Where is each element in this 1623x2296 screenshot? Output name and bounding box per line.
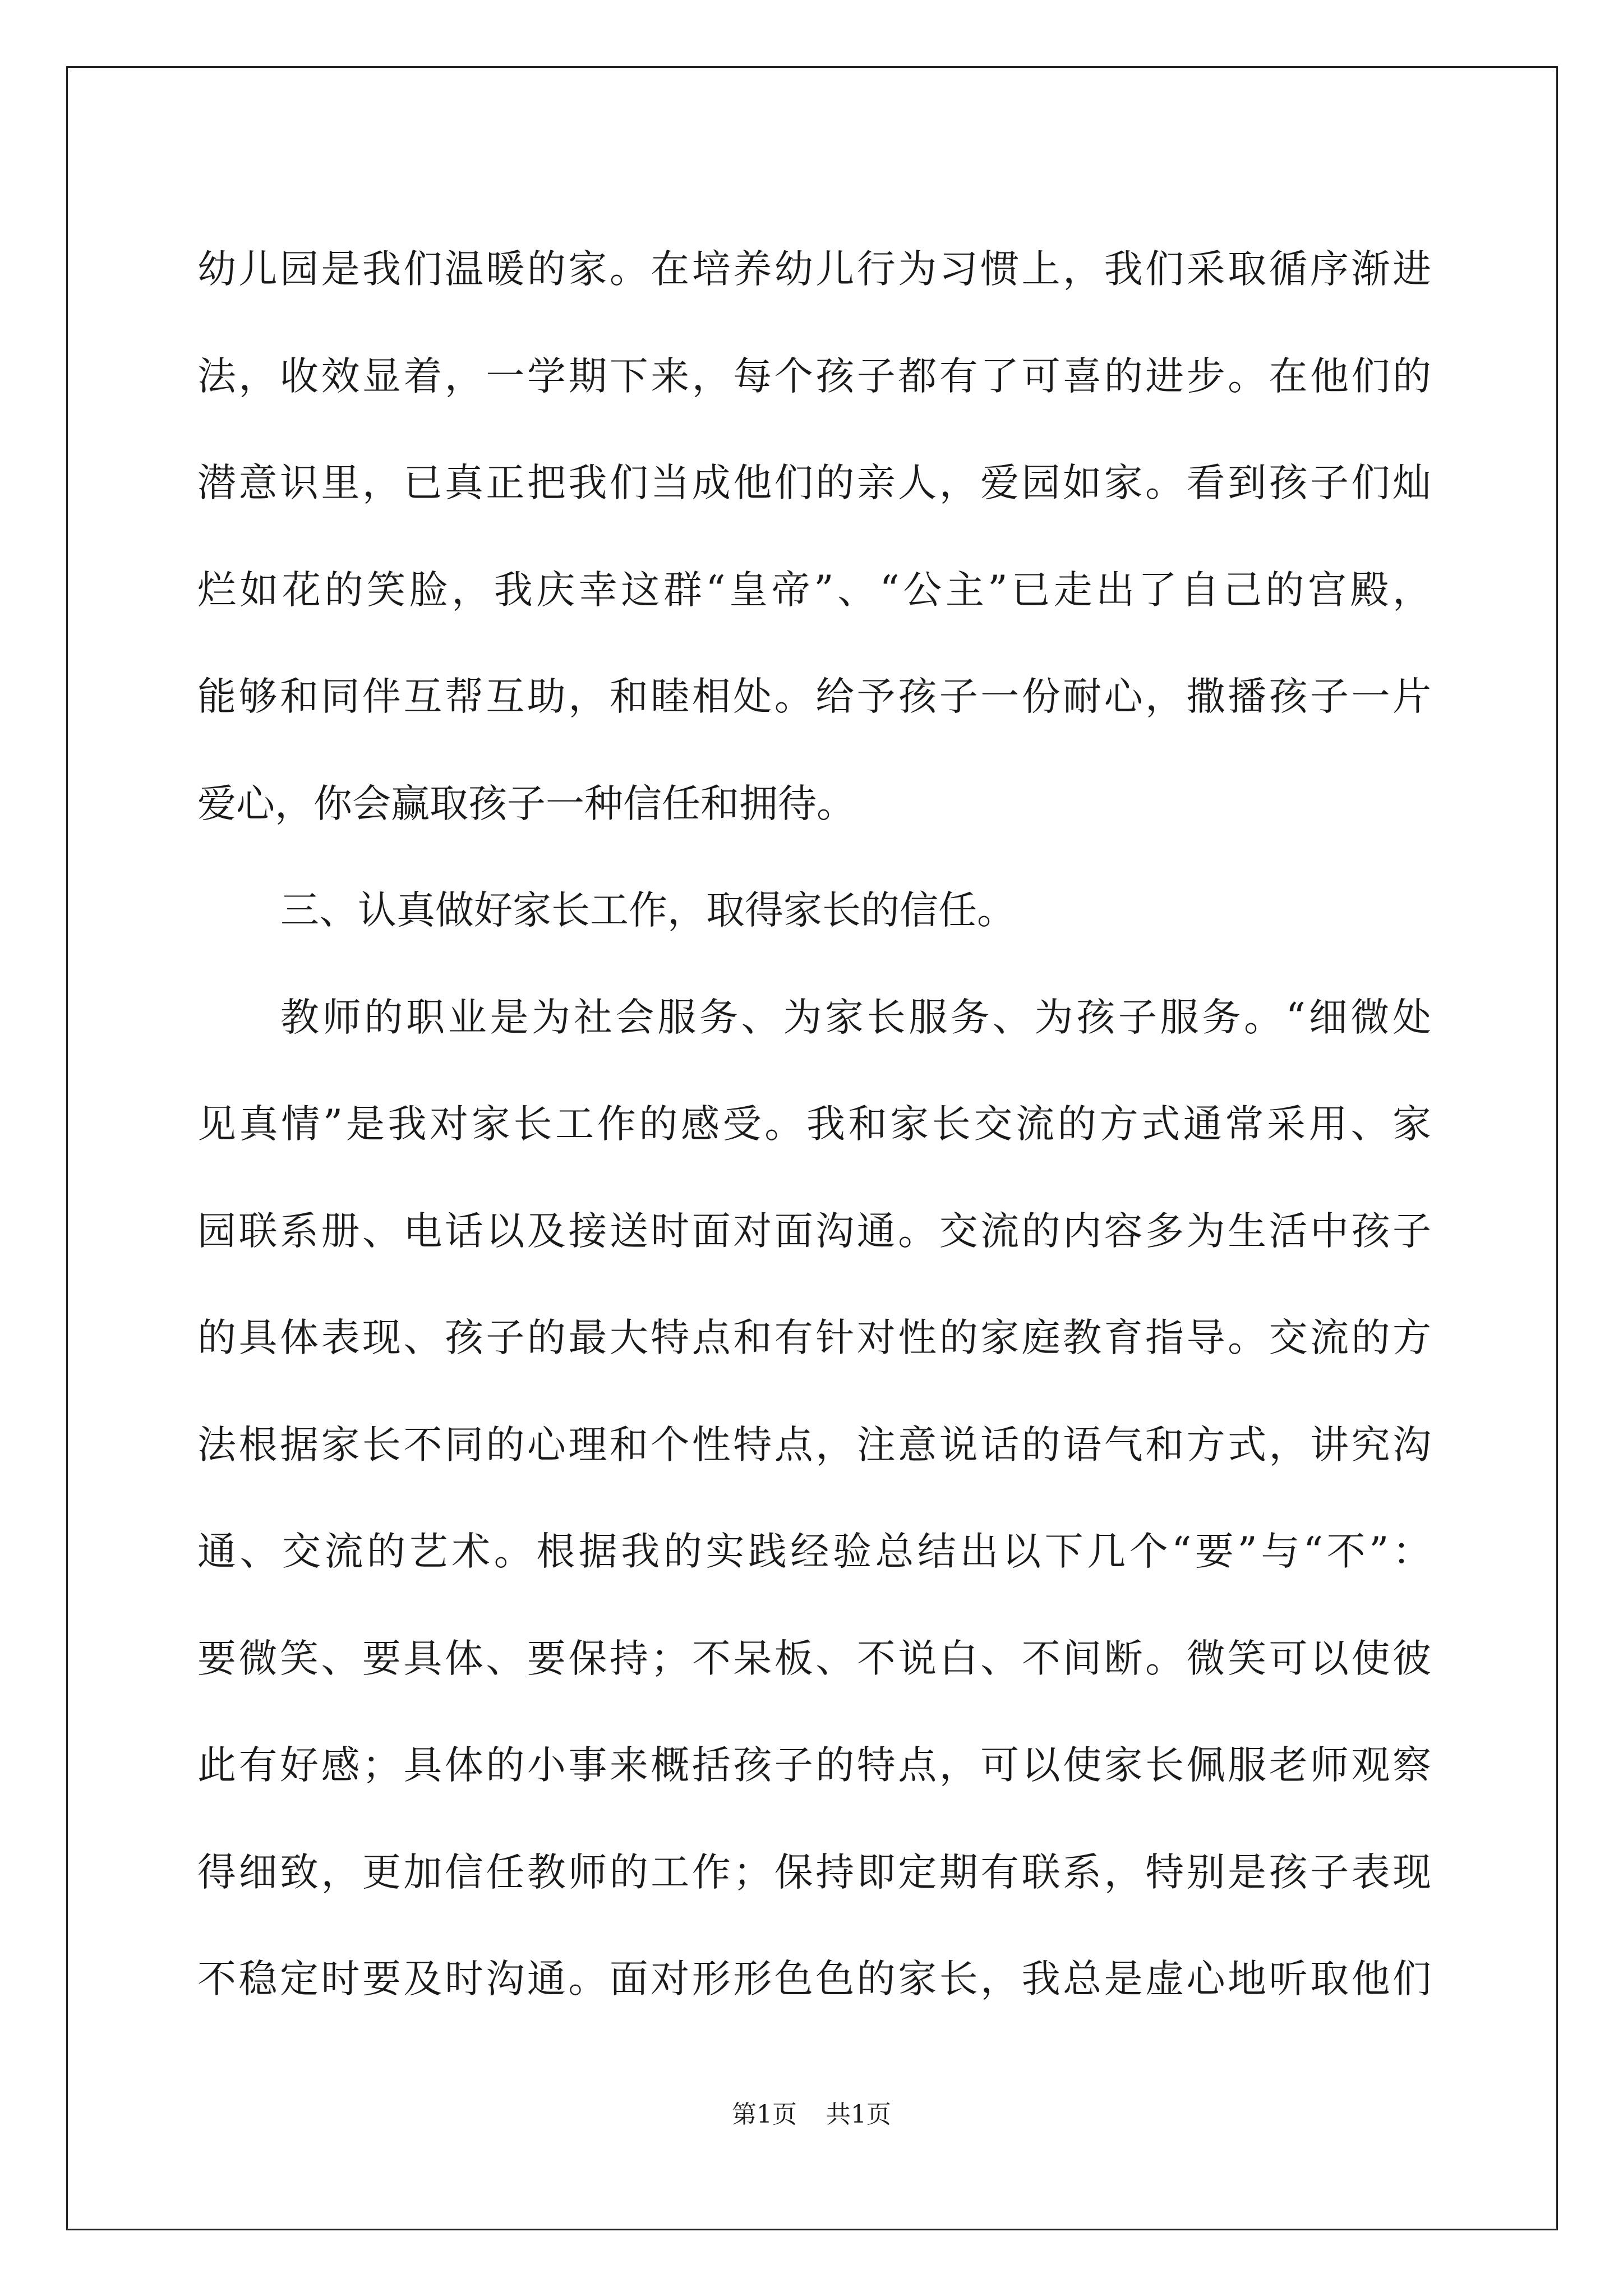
page-number-current: 第1页 (732, 2100, 797, 2129)
body-line: 见真情”是我对家长工作的感受。我和家长交流的方式通常采用、家 (197, 1102, 1431, 1147)
page-footer (0, 2098, 1623, 2132)
body-line: 幼儿园是我们温暖的家。在培养幼儿行为习惯上，我们采取循序渐进 (197, 247, 1431, 292)
page-number-total: 共1页 (826, 2100, 891, 2129)
body-line: 此有好感；具体的小事来概括孩子的特点，可以使家长佩服老师观察 (197, 1743, 1431, 1788)
body-line: 法，收效显着，一学期下来，每个孩子都有了可喜的进步。在他们的 (197, 353, 1431, 399)
section-heading: 三、认真做好家长工作，取得家长的信任。 (280, 888, 1016, 933)
body-line: 烂如花的笑脸，我庆幸这群“皇帝”、“公主”已走出了自己的宫殿， (197, 567, 1431, 613)
body-line: 爱心，你会赢取孩子一种信任和拥待。 (197, 781, 855, 826)
body-line: 得细致，更加信任教师的工作；保持即定期有联系，特别是孩子表现 (197, 1849, 1431, 1895)
body-line: 不稳定时要及时沟通。面对形形色色的家长，我总是虚心地听取他们 (197, 1957, 1431, 2001)
document-body (197, 216, 1431, 2033)
body-line: 潜意识里，已真正把我们当成他们的亲人，爱园如家。看到孩子们灿 (197, 461, 1431, 505)
body-line: 园联系册、电话以及接送时面对面沟通。交流的内容多为生活中孩子 (197, 1208, 1431, 1254)
body-line: 的具体表现、孩子的最大特点和有针对性的家庭教育指导。交流的方 (197, 1315, 1431, 1360)
body-line: 通、交流的艺术。根据我的实践经验总结出以下几个“要”与“不”： (197, 1529, 1431, 1574)
body-line: 教师的职业是为社会服务、为家长服务、为孩子服务。“细微处 (280, 995, 1431, 1040)
body-line: 能够和同伴互帮互助，和睦相处。给予孩子一份耐心，撒播孩子一片 (197, 674, 1431, 719)
body-line: 要微笑、要具体、要保持；不呆板、不说白、不间断。微笑可以使彼 (197, 1636, 1431, 1681)
body-line: 法根据家长不同的心理和个性特点，注意说话的语气和方式，讲究沟 (197, 1422, 1431, 1467)
